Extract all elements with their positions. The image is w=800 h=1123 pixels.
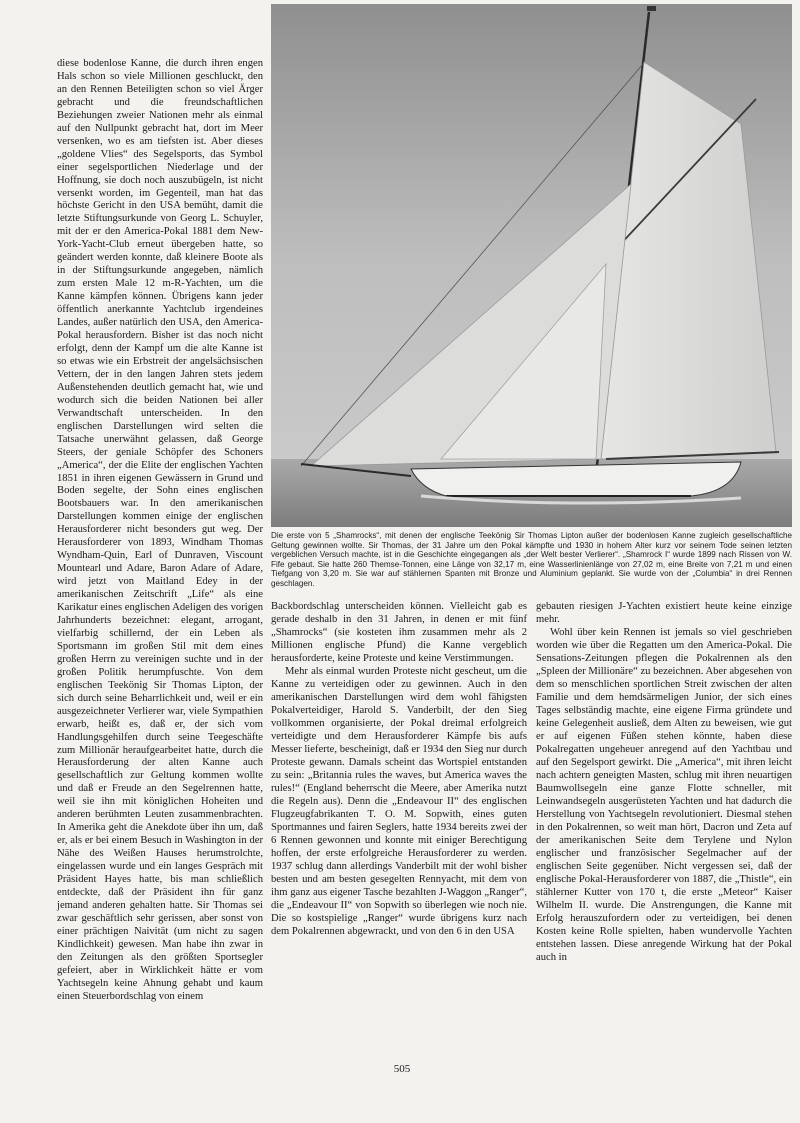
right-paragraph: gebauten riesigen J-Yachten existiert heute keine einzige mehr. (536, 601, 792, 625)
right-paragraph: Wohl über kein Rennen ist jemals so viel geschrieben worden wie über die Regatten um den America-Pokal. Die Sensations-Zeitungen pflegen die Pokalrennen als den „Spleen der Millionäre“ zu bezeichnen. Aber abgesehen von dem so menschlichen sportlichen Streit zwischen der alten Familie und dem hemdsärmeligen Junior, der sich eines Tages selbständig machte, eine eigene Firma gründete und keine Gelegenheit ausließ, dem Alten zu beweisen, wie gut er auf eigenen Füßen stehen könnte, haben diese Pokalregatten ungeheuer anregend auf den Yachtbau und auf den Segelsport gewirkt. Die „America“, mit ihren leicht nach achtern geneigten Masten, schlug mit ihren neuartigen Baumwollsegeln eine ganze Flotte schneller, mit Leinwandsegeln ausgerüsteten Yachten und hat dadurch die Herstellung von Yachtsegeln revolutioniert. Diesmal stehen in den Pokalrennen, so weit man hört, Dacron und Zeta auf der amerikanischen Seite dem Terylene und Nylon englischer und französischer Segelmacher auf der englischen Seite gegenüber. Nicht vergessen sei, daß der englische Pokal-Herausforderer von 1887, die „Thistle“, ein stählerner Kutter von 170 t, die erste „Meteor“ Kaiser Wilhelm II. wurde. Die Anstrengungen, die Kanne mit Erfolg herauszufordern oder zu verteidigen, bei denen Kosten keine Rolle spielten, haben wundervolle Yachten entstehen lassen. Diese anregende Wirkung hat der Pokal auch in (536, 627, 792, 963)
yacht-photograph (271, 4, 792, 527)
middle-paragraph: Backbordschlag unterscheiden können. Vielleicht gab es gerade deshalb in den 31 Jahren, in denen er mit fünf „Shamrocks“ (sie kosteten ihm zusammen mehr als 2 Millionen englische Pfund) die Kanne vergeblich herausforderte, keine Proteste und keine Verstimmungen. (271, 601, 527, 664)
left-paragraph: diese bodenlose Kanne, die durch ihren engen Hals schon so viele Millionen geschluckt, den an den Rennen Beteiligten schon so viel Ärger gebracht und die freundschaftlichen Beziehungen zweier Nationen mehr als einmal auf den Nullpunkt gebracht hat, dort im Meer versenken, wo es am tiefsten ist. Aber dieses „goldene Vlies“ des Segelsports, das Symbol einer segelsportlichen Niederlage und der Hoffnung, sie doch noch auszubügeln, ist nicht versenkt worden, im Gegenteil, man hat das höchste Gericht in den USA bemüht, damit die letzte Stiftungsurkunde von Georg L. Schuyler, mit der er den America-Pokal 1881 dem New-York-Yacht-Club erneut übergeben hatte, so geändert werden konnte, daß kleinere Boote als in der Stiftungsurkunde angegeben, nämlich zum ersten Male 12 m-R-Yachten, um die Kanne kämpfen können. Übrigens kann jeder öffentlich anerkannte Yachtclub irgendeines Landes, außer natürlich den USA, den America-Pokal herausfordern. Bisher ist das noch nicht erfolgt, denn der Kampf um die alte Kanne ist so etwas wie ein Erbstreit der angelsächsischen Vettern, der in den langen Jahren stets jedem Außenstehenden deutlich gemacht hat, wie und wodurch sich die beiden Nationen bei aller Verwandtschaft unterscheiden. In den englischen Darstellungen wird selten die Tatsache unerwähnt gelassen, daß George Steers, der geniale Schöpfer des Schoners „America“, der die Elite der englischen Yachten 1851 in ihren eigenen Gewässern in Grund und Boden segelte, der Sohn eines englischen Bootsbauers war. In den amerikanischen Darstellungen kommen einige der englischen Herausforderer nicht besonders gut weg. Der Herausforderer von 1893, Windham Thomas Wyndham-Quin, Earl of Dunraven, Viscount Mountearl und Adare, Baron Adare of Adare, wird jetzt von Maitland Edey in der amerikanischen Zeitschrift „Life“ als eine Karikatur eines englischen Adeligen des vorigen Jahrhunderts bezeichnet: elegant, arrogant, vielfarbig schillernd, der ein Leben als Sportsmann im großen Stil mit dem eines großen Herrn zu vereinigen suchte und in der großen Politik herumpfuschte. Von dem englischen Teekönig Sir Thomas Lipton, der sich durch seine Beharrlichkeit und, weil er ein ausgezeichneter Verlierer war, viele Sympathien erwarb, heißt es, daß er, der sich vom Handlungsgehilfen durch seine Teegeschäfte zum Millionär heraufgearbeitet hatte, durch die Herausforderung der alten Kanne auch gesellschaftlich zur Geltung kommen wollte und daß er Freude an den Segelrennen hatte, weil sie ihn mit königlichen Hoheiten und anderen berühmten Leuten zusammenbrachten. In Amerika geht die Anekdote über ihn um, daß er, als er bei einem Besuch in Washington in der Nähe des Weißen Hauses herumstrolchte, eingelassen wurde und ein langes Gespräch mit Präsident Hayes hatte, bis man schließlich entdeckte, daß der Präsident ihn für ganz jemand anderen gehalten hatte. Sir Thomas sei zwar geschäftlich sehr gerissen, aber sonst von einer prächtigen Naivität (um nicht zu sagen Kindlichkeit) gewesen. Man habe ihn zwar in den Zeitungen als den größten Sportsegler gefeiert, aber in Wirklichkeit hätte er vom Yachtsegeln keine Ahnung gehabt und kaum einen Steuerbordschlag von einem (57, 58, 263, 1002)
masthead-flag (647, 6, 656, 11)
middle-text-column (271, 600, 527, 938)
page-number: 505 (393, 1063, 411, 1075)
right-text-column (536, 600, 792, 964)
left-text-column (57, 58, 263, 1004)
middle-paragraph: Mehr als einmal wurden Proteste nicht gescheut, um die Kanne zu verteidigen oder zu gewinnen. Auch in den amerikanischen Darstellungen wird dem wohl fähigsten Pokalverteidiger, Harold S. Vanderbilt, der den Sieg vollkommen organisierte, der Pokal dreimal erfolgreich verteidigte und dem Herausforderer Kämpfe bis aufs Messer lieferte, bescheinigt, daß er 1934 den Sieg nur durch Proteste gewann. Damals scheint das Wortspiel entstanden zu sein: „Britannia rules the waves, but America waves the rules!“ (England beherrscht die Meere, aber Amerika nutzt die Regeln aus). Denn die „Endeavour II“ des englischen Flugzeugfabrikanten T. O. M. Sopwith, eines guten Sportmannes und fairen Seglers, hatte 1934 bereits zwei der 6 Rennen gewonnen und konnte mit einiger Berechtigung hoffen, der erste erfolgreiche Herausforderer zu werden. 1937 schlug dann allerdings Vanderbilt mit der wohl bisher besten und am besten gesegelten Rennyacht, mit dem von ihm ganz aus eigener Tasche bezahlten J-Waggon „Ranger“, die „Endeavour II“ von Sopwith so überlegen wie noch nie. Die so kostspielige „Ranger“ wurde übrigens kurz nach dem Pokalrennen abgewrackt, und von den 6 in den USA (271, 666, 527, 937)
yacht-illustration (271, 4, 792, 527)
photo-caption: Die erste von 5 „Shamrocks“, mit denen der englische Teekönig Sir Thomas Lipton außer der bodenlosen Kanne zugleich gesellschaftliche Geltung gewinnen wollte. Sir Thomas, der 31 Jahre um den Pokal kämpfte und 1930 in hohem Alter kurz vor seinem Tode seinen letzten vergeblichen Versuch machte, ist in die Geschichte eingegangen als „der Welt bester Verlierer“. „Shamrock I“ wurde 1899 nach Rissen von W. Fife gebaut. Sie hatte 260 Themse-Tonnen, eine Länge von 32,17 m, eine Wasserlinienlänge von 27,02 m, eine Breite von 7,21 m und einen Tiefgang von 3,20 m. Sie war auf stählernen Spanten mit Bronze und Aluminium geplankt. Sie wurde von der „Columbia“ in drei Rennen geschlagen. (271, 531, 792, 588)
